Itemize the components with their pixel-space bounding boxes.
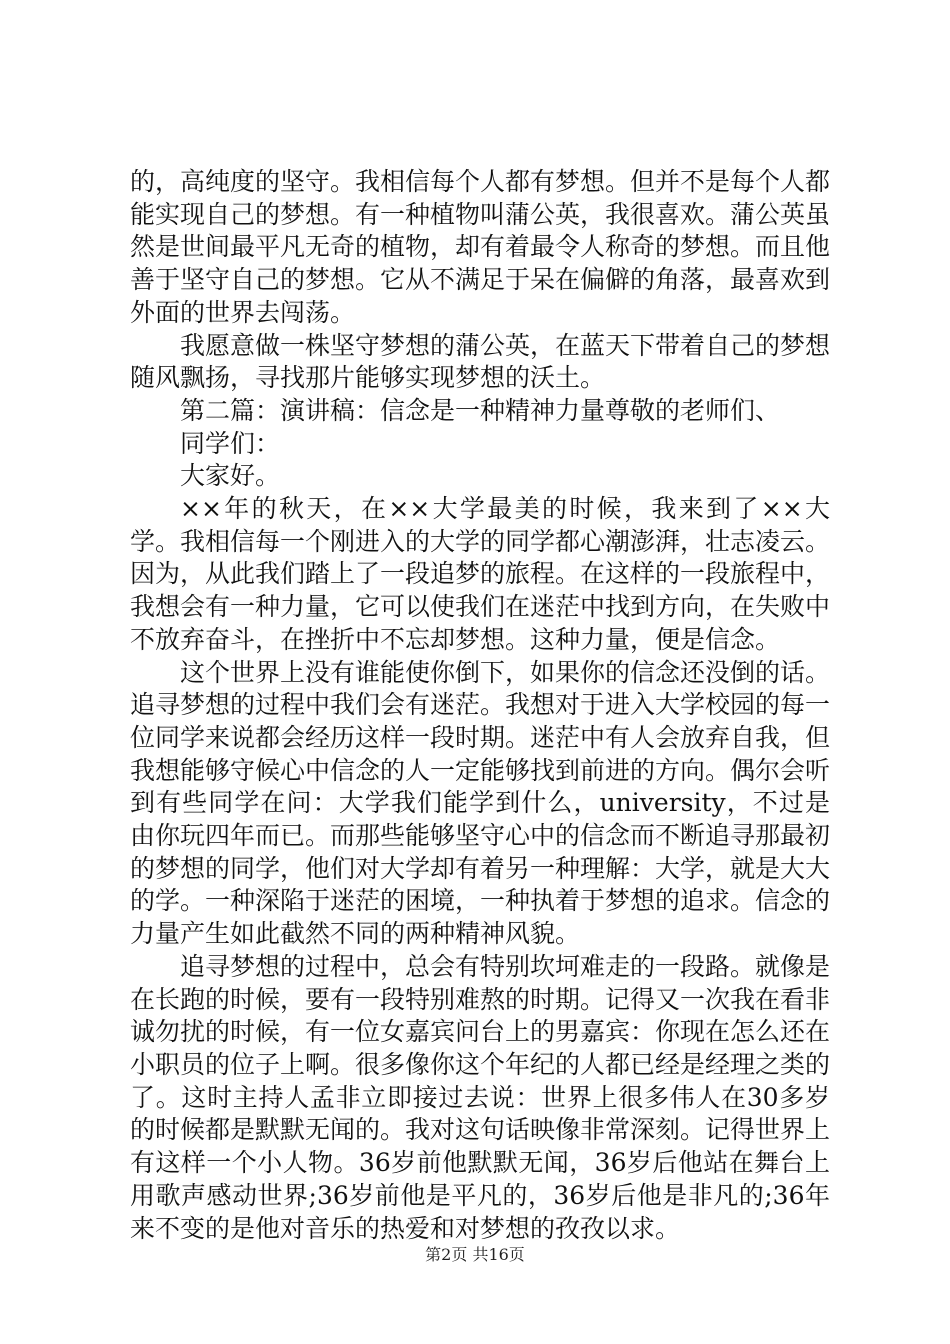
paragraph-continuation: 的，高纯度的坚守。我相信每个人都有梦想。但并不是每个人都能实现自己的梦想。有一种植物叫蒲公英，我很喜欢。蒲公英虽然是世间最平凡无奇的植物，却有着最令人称奇的梦想。而且他善于坚守自己的梦想。它从不满足于呆在偏僻的角落，最喜欢到外面的世界去闯荡。 <box>130 167 831 327</box>
paragraph: 追寻梦想的过程中，总会有特别坎坷难走的一段路。就像是在长跑的时候，要有一段特别难熬的时期。记得又一次我在看非诚勿扰的时候，有一位女嘉宾问台上的男嘉宾：你现在怎么还在小职员的位子上啊。很多像你这个年纪的人都已经是经理之类的了。这时主持人孟非立即接过去说：世界上很多伟人在30多岁的时候都是默默无闻的。我对这句话映像非常深刻。记得世界上有这样一个小人物。36岁前他默默无闻，36岁后他站在舞台上用歌声感动世界;36岁前他是平凡的，36岁后他是非凡的;36年来不变的是他对音乐的热爱和对梦想的孜孜以求。 <box>130 951 831 1243</box>
paragraph: ××年的秋天，在××大学最美的时候，我来到了××大学。我相信每一个刚进入的大学的同学都心潮澎湃，壮志凌云。因为，从此我们踏上了一段追梦的旅程。在这样的一段旅程中，我想会有一种力量，它可以使我们在迷茫中找到方向，在失败中不放弃奋斗，在挫折中不忘却梦想。这种力量，便是信念。 <box>130 494 831 654</box>
paragraph: 这个世界上没有谁能使你倒下，如果你的信念还没倒的话。追寻梦想的过程中我们会有迷茫。我想对于进入大学校园的每一位同学来说都会经历这样一段时期。迷茫中有人会放弃自我，但我想能够守候心中信念的人一定能够找到前进的方向。偶尔会听到有些同学在问：大学我们能学到什么，university，不过是由你玩四年而已。而那些能够坚守心中的信念而不断追寻那最初的梦想的同学，他们对大学却有着另一种理解：大学，就是大大的学。一种深陷于迷茫的困境，一种执着于梦想的追求。信念的力量产生如此截然不同的两种精神风貌。 <box>130 657 831 949</box>
greeting: 大家好。 <box>180 461 281 491</box>
paragraph: 我愿意做一株坚守梦想的蒲公英，在蓝天下带着自己的梦想随风飘扬，寻找那片能够实现梦想的沃土。 <box>130 330 831 393</box>
document-body <box>130 166 830 1245</box>
section-heading: 第二篇：演讲稿：信念是一种精神力量尊敬的老师们、 <box>180 395 781 425</box>
page-number-footer: 第2页 共16页 <box>425 1245 525 1264</box>
salutation: 同学们： <box>180 428 281 458</box>
